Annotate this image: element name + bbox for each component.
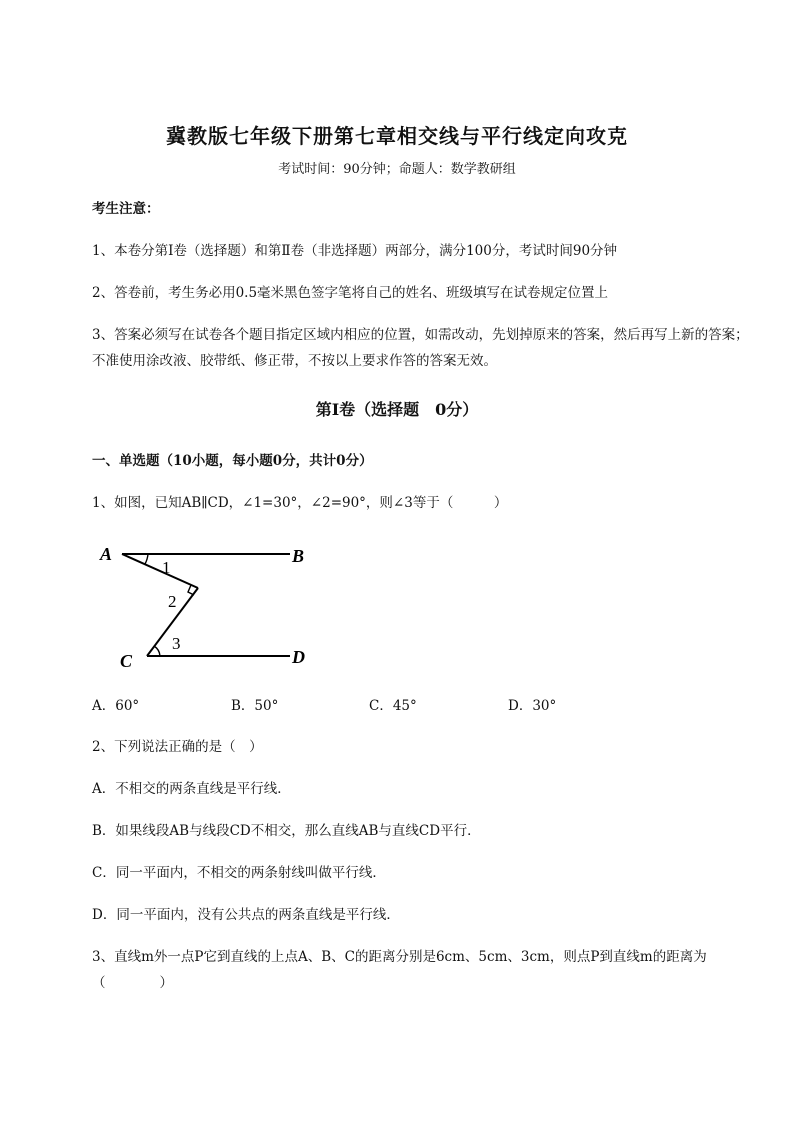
question-2-stem: 2、下列说法正确的是（ ） [92,739,263,755]
label-a: A [100,544,113,564]
label-d: D [292,647,305,667]
q2-option-c[interactable]: C．同一平面内，不相交的两条射线叫做平行线． [92,865,386,881]
label-c: C [120,651,133,671]
angle-1-arc [145,554,148,564]
notice-item-3: 3、答案必须写在试卷各个题目指定区域内相应的位置，如需改动，先划掉原来的答案，然后再写上新的答案；不准使用涂改液、胶带纸、修正带，不按以上要求作答的答案无效。 [92,327,749,369]
angle-label-2: 2 [168,592,177,611]
q1-option-a[interactable]: A．60° [92,698,140,714]
question-3-stem: 3、直线m外一点P它到直线的上点A、B、C的距离分别是6cm、5cm、3cm，则点P到直线m的距离为（ ） [92,949,707,991]
segment-a-vertex [122,554,198,588]
exam-info: 考试时间：90分钟；命题人：数学教研组 [278,162,516,177]
notice-heading: 考生注意： [92,201,160,217]
notice-item-2: 2、答卷前，考生务必用0.5毫米黑色签字笔将自己的姓名、班级填写在试卷规定位置上 [92,285,609,301]
page-title: 冀教版七年级下册第七章相交线与平行线定向攻克 [166,124,628,148]
q2-option-a[interactable]: A．不相交的两条直线是平行线． [92,781,291,797]
q2-option-b[interactable]: B．如果线段AB与线段CD不相交，那么直线AB与直线CD平行． [92,823,481,839]
question-1-figure [92,536,332,676]
q2-option-d[interactable]: D．同一平面内，没有公共点的两条直线是平行线． [92,907,400,923]
question-1-stem: 1、如图，已知AB∥CD，∠1=30°，∠2=90°，则∠3等于（ ） [92,495,508,511]
section-title: 第I卷（选择题 0分） [315,400,479,419]
notice-item-1: 1、本卷分第I卷（选择题）和第Ⅱ卷（非选择题）两部分，满分100分，考试时间90分钟 [92,243,618,259]
angle-label-3: 3 [172,634,181,653]
q1-option-d[interactable]: D．30° [508,698,557,714]
angle-3-arc [154,646,160,656]
part-heading: 一、单选题（10小题，每小题0分，共计0分） [92,453,373,469]
q1-option-b[interactable]: B．50° [231,698,279,714]
angle-label-1: 1 [162,558,171,577]
label-b: B [292,546,305,566]
q1-option-c[interactable]: C．45° [369,698,417,714]
